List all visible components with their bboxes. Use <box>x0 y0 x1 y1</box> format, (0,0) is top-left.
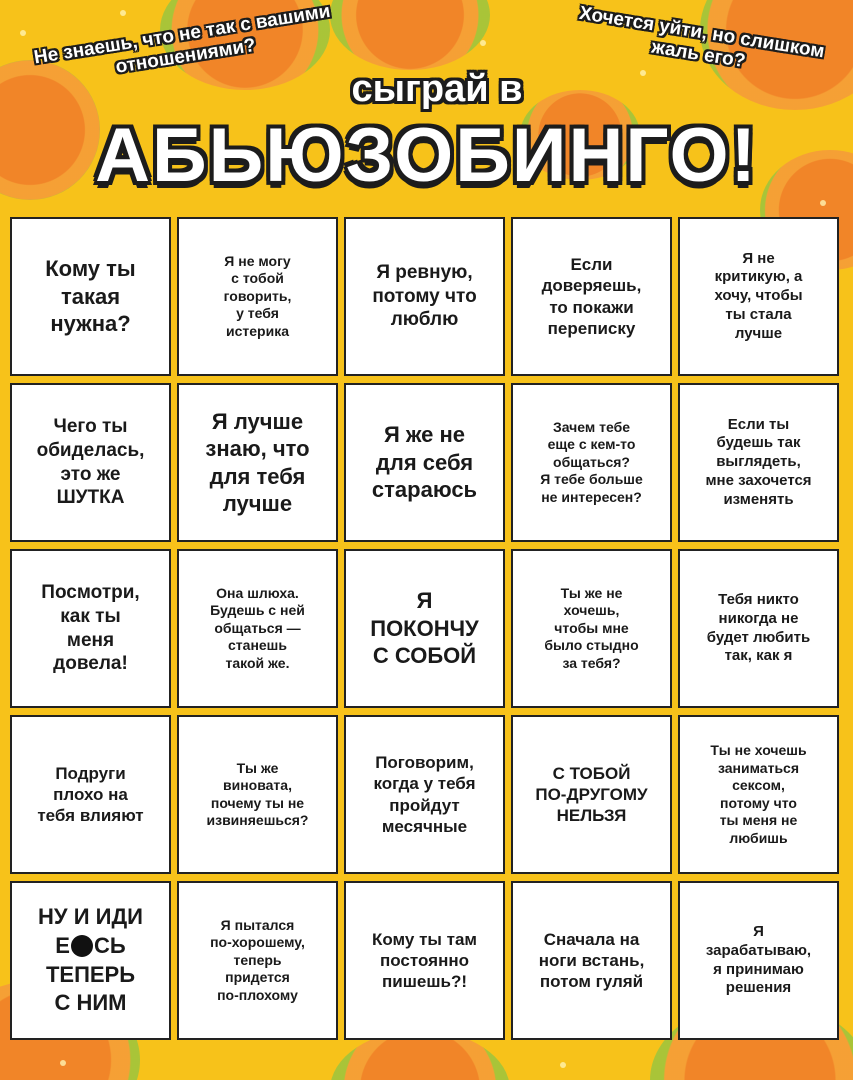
bingo-cell: Сначала на ноги встань, потом гуляй <box>511 881 672 1040</box>
bingo-cell: Я ПОКОНЧУ С СОБОЙ <box>344 549 505 708</box>
bingo-cell: С ТОБОЙ ПО-ДРУГОМУ НЕЛЬЗЯ <box>511 715 672 874</box>
bingo-cell: Я пытался по-хорошему, теперь придется по-плохому <box>177 881 338 1040</box>
bingo-cell: Я не могу с тобой говорить, у тебя истерика <box>177 217 338 376</box>
bingo-cell: Зачем тебе еще с кем-то общаться? Я тебе больше не интересен? <box>511 383 672 542</box>
bingo-cell: Я лучше знаю, что для тебя лучше <box>177 383 338 542</box>
bingo-cell: Я зарабатываю, я принимаю решения <box>678 881 839 1040</box>
bingo-cell: Ты же виновата, почему ты не извиняешься? <box>177 715 338 874</box>
tagline-left: Не знаешь, что не так с вашими отношениями? <box>32 0 332 78</box>
header <box>0 0 853 212</box>
bingo-cell: Подруги плохо на тебя влияют <box>10 715 171 874</box>
bingo-cell-censored <box>10 881 171 1040</box>
seed-dot <box>560 1062 566 1068</box>
bingo-cell: Тебя никто никогда не будет любить так, как я <box>678 549 839 708</box>
bingo-cell: Если доверяешь, то покажи переписку <box>511 217 672 376</box>
bingo-cell: Кому ты такая нужна? <box>10 217 171 376</box>
censored-line-2 <box>55 932 125 961</box>
bingo-cell: Поговорим, когда у тебя пройдут месячные <box>344 715 505 874</box>
censored-line-3: ТЕПЕРЬ <box>45 961 136 987</box>
bingo-cell: Кому ты там постоянно пишешь?! <box>344 881 505 1040</box>
censored-word-start: Е <box>55 932 70 958</box>
bingo-cell: Посмотри, как ты меня довела! <box>10 549 171 708</box>
tagline-right: Хочется уйти, но слишком жаль его? <box>577 2 826 73</box>
bingo-cell: Я же не для себя стараюсь <box>344 383 505 542</box>
censored-line-1: НУ И ИДИ <box>38 904 143 930</box>
seed-dot <box>60 1060 66 1066</box>
bingo-grid <box>10 217 839 1040</box>
bingo-cell: Она шлюха. Будешь с ней общаться — станешь такой же. <box>177 549 338 708</box>
censored-line-4: С НИМ <box>54 990 127 1016</box>
censor-dot-icon <box>71 935 93 957</box>
bingo-cell: Если ты будешь так выглядеть, мне захочется изменять <box>678 383 839 542</box>
bingo-cell: Я ревную, потому что люблю <box>344 217 505 376</box>
page-title: АБЬЮЗОБИНГО! <box>95 113 758 198</box>
bingo-cell: Чего ты обиделась, это же ШУТКА <box>10 383 171 542</box>
bingo-cell: Я не критикую, а хочу, чтобы ты стала лучше <box>678 217 839 376</box>
bingo-cell: Ты не хочешь заниматься сексом, потому что ты меня не любишь <box>678 715 839 874</box>
subtitle-play-in: сыграй в <box>351 68 523 110</box>
bingo-cell: Ты же не хочешь, чтобы мне было стыдно за тебя? <box>511 549 672 708</box>
censored-word-end: СЬ <box>93 932 126 958</box>
